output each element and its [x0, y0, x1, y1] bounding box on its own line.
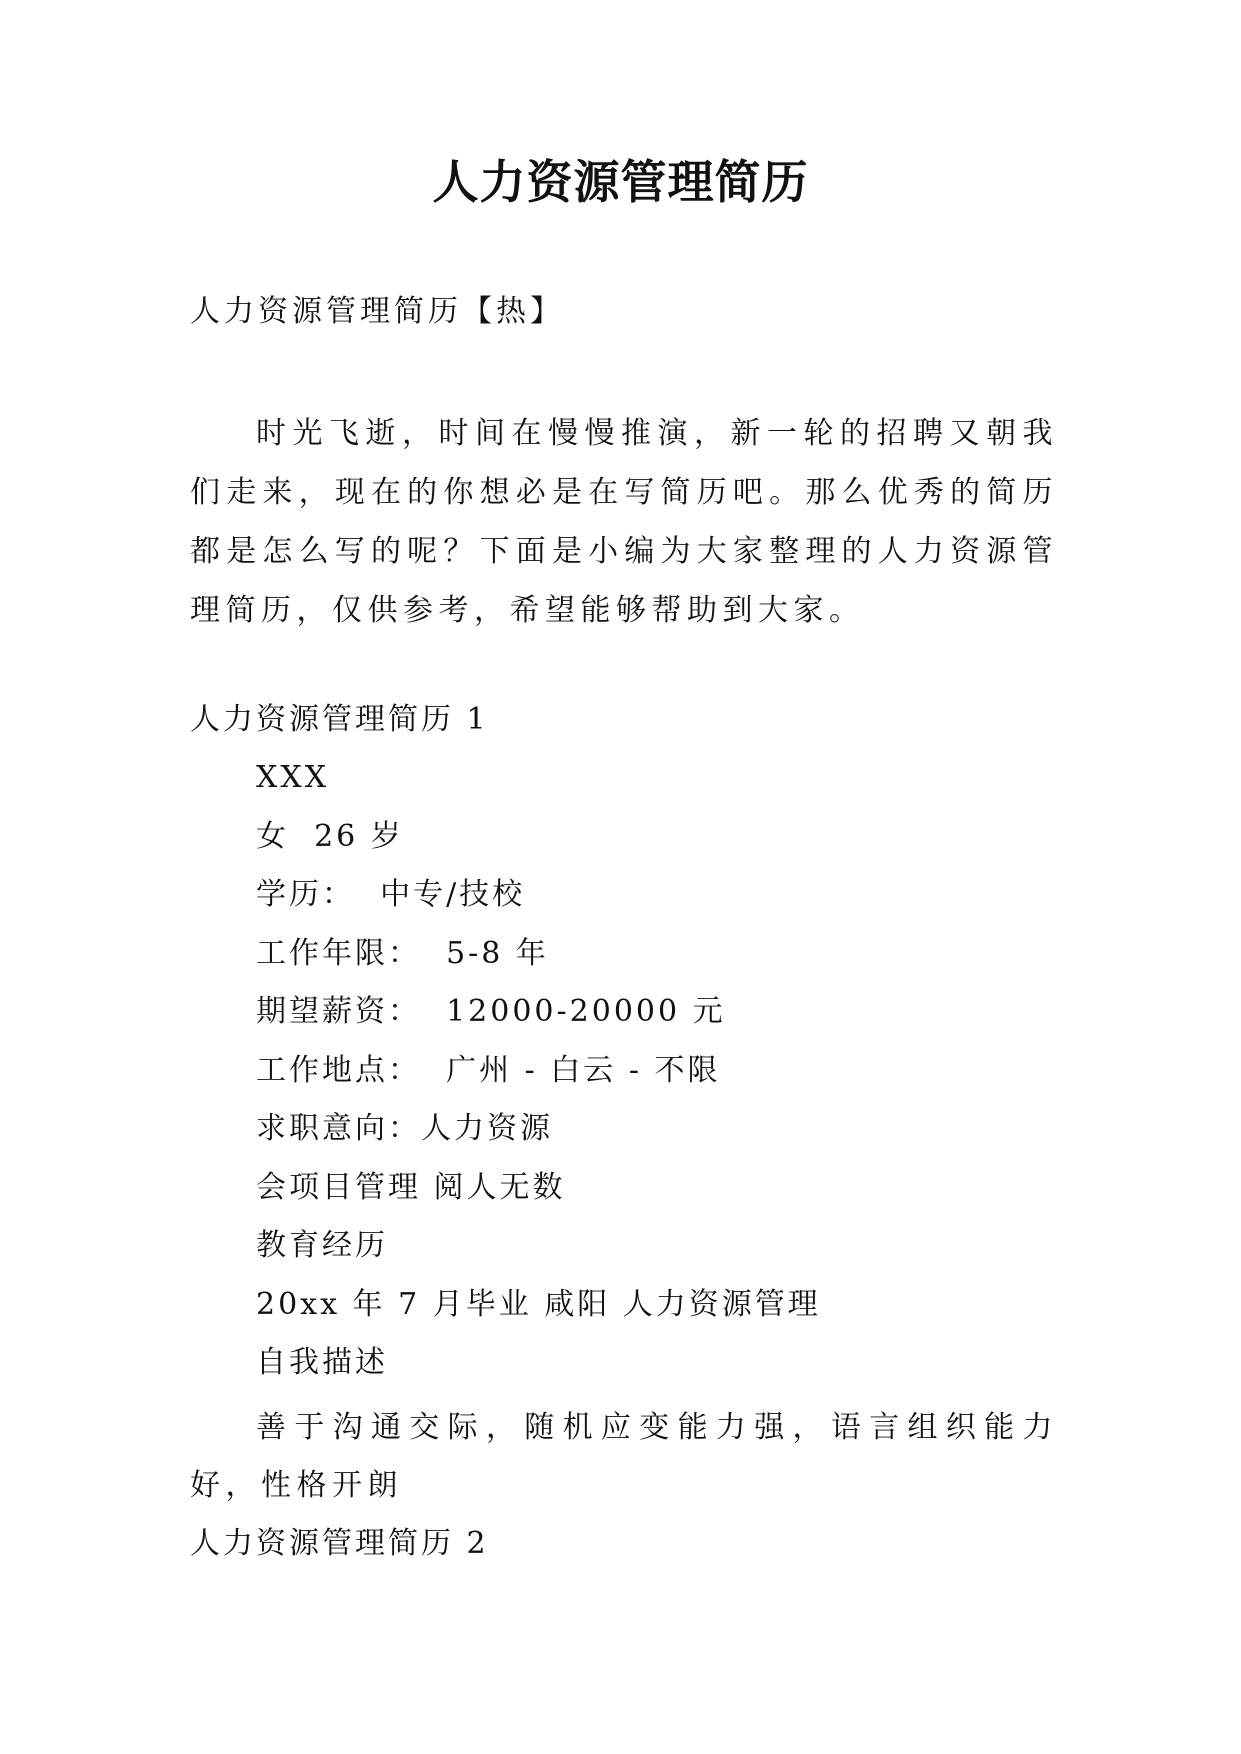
resume-self-description: 善于沟通交际，随机应变能力强，语言组织能力好，性格开朗 [190, 1410, 1058, 1503]
resume-gender-age: 女 26 岁 [256, 818, 404, 854]
resume-self-description-heading: 自我描述 [256, 1345, 388, 1380]
resume-work-years: 工作年限： 5-8 年 [256, 935, 549, 971]
resume-1-details [190, 756, 1060, 1400]
resume-education-level: 学历： 中专/技校 [256, 877, 526, 912]
document-subtitle: 人力资源管理简历【热】 [190, 294, 564, 329]
resume-skills: 会项目管理 阅人无数 [256, 1169, 566, 1205]
resume-1-heading: 人力资源管理简历 1 [190, 702, 489, 737]
document-title: 人力资源管理简历 [432, 155, 809, 209]
resume-education-heading: 教育经历 [256, 1228, 388, 1263]
resume-expected-salary: 期望薪资： 12000-20000 元 [256, 994, 726, 1029]
intro-paragraph: 时光飞逝，时间在慢慢推演，新一轮的招聘又朝我们走来，现在的你想必是在写简历吧。那么优秀的简历都是怎么写的呢？下面是小编为大家整理的人力资源管理简历，仅供参考，希望能够帮助到大家。 [190, 416, 1058, 628]
resume-name: XXX [256, 760, 330, 795]
resume-2-heading: 人力资源管理简历 2 [190, 1526, 489, 1561]
resume-education-entry: 20xx 年 7 月毕业 咸阳 人力资源管理 [256, 1286, 821, 1322]
resume-job-intention: 求职意向：人力资源 [256, 1111, 553, 1146]
resume-work-location: 工作地点： 广州 - 白云 - 不限 [256, 1052, 721, 1088]
